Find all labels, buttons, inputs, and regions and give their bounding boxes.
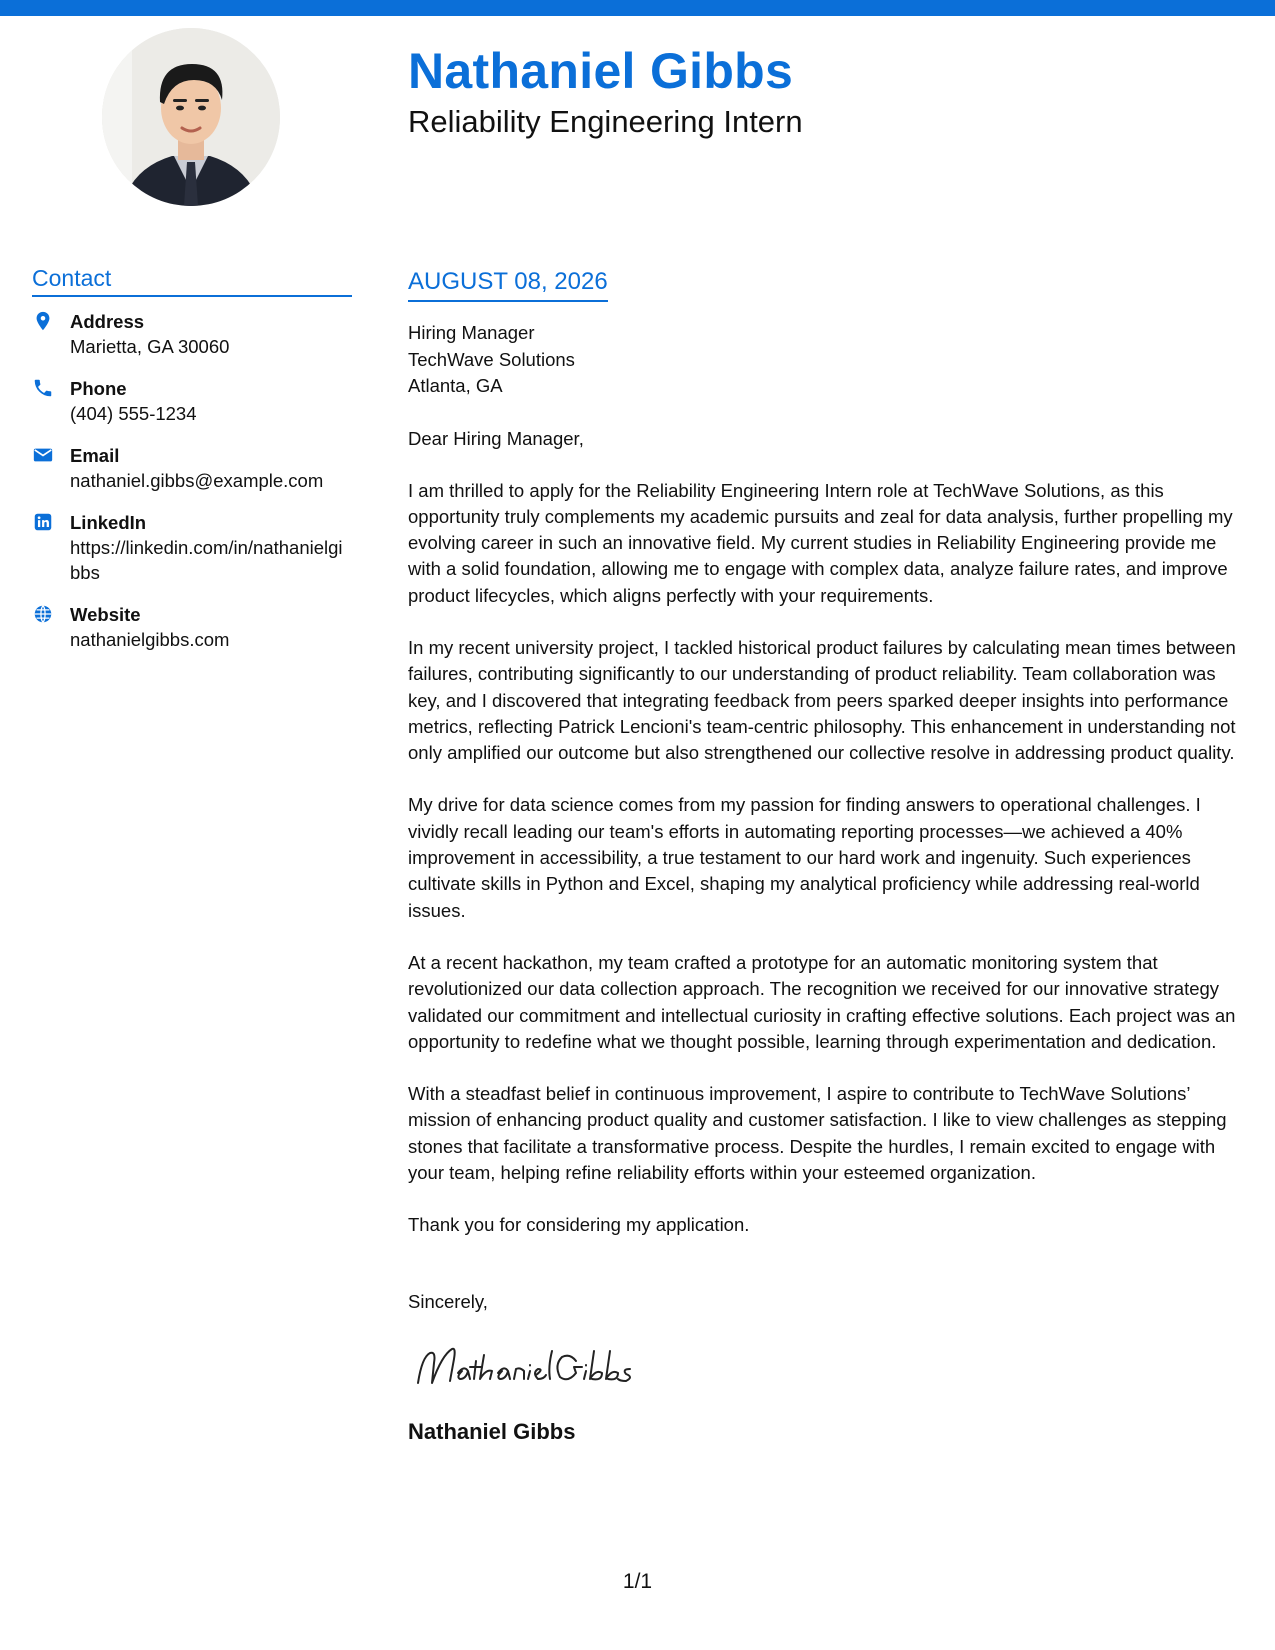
contact-item-linkedin — [32, 510, 352, 585]
contact-label: Phone — [70, 378, 127, 399]
phone-icon — [32, 377, 54, 399]
contact-item-phone — [32, 376, 352, 426]
handwritten-signature — [412, 1339, 672, 1395]
globe-icon — [32, 603, 54, 625]
linkedin-icon — [32, 511, 54, 533]
top-accent-bar — [0, 0, 1275, 16]
letter-body — [408, 268, 1253, 1445]
contact-value: Marietta, GA 30060 — [70, 336, 230, 357]
greeting: Dear Hiring Manager, — [408, 427, 584, 449]
contact-item-address — [32, 309, 352, 359]
contact-label: Website — [70, 604, 141, 625]
body-paragraph: My drive for data science comes from my passion for finding answers to operational challenges. I vividly recall leading our team's efforts in automating reporting processes—we achieved a 40% improvement in accessibility, a true testament to our hard work and ingenuity. Such experiences cultivate skills in Python and Excel, shaping my analytical proficiency while addressing real-world issues. — [408, 794, 1201, 921]
contact-value: (404) 555-1234 — [70, 403, 197, 424]
contact-label: LinkedIn — [70, 512, 147, 533]
contact-value[interactable]: https://linkedin.com/in/nathanielgibbs — [70, 537, 343, 583]
contact-value[interactable]: nathanielgibbs.com — [70, 629, 230, 650]
candidate-name: Nathaniel Gibbs — [408, 43, 794, 99]
contact-heading: Contact — [32, 265, 352, 297]
body-paragraph: At a recent hackathon, my team crafted a prototype for an automatic monitoring system that revolutionized our data collection approach. The recognition we received for our innovative strategy validated our commitment and intellectual curiosity in crafting effective solutions. Each project was an opportunity to redefine what we thought possible, learning through experimentation and dedication. — [408, 951, 1236, 1052]
contact-label: Address — [70, 311, 145, 332]
contact-item-email — [32, 443, 352, 493]
contact-value[interactable]: nathaniel.gibbs@example.com — [70, 470, 324, 491]
contact-sidebar — [32, 265, 352, 669]
body-paragraph: Thank you for considering my application. — [408, 1214, 750, 1236]
contact-list — [32, 309, 352, 652]
page-number: 1/1 — [622, 1570, 653, 1593]
job-title: Reliability Engineering Intern — [408, 104, 803, 139]
email-icon — [32, 444, 54, 466]
body-paragraph: In my recent university project, I tackled historical product failures by calculating mean times between failures, contributing significantly to our understanding of product reliability. Team collaboration was key, and I discovered that integrating feedback from peers sparked deeper insights into performance metrics, reflecting Patrick Lencioni's team-centric philosophy. This enhancement in understanding not only amplified our outcome but also strengthened our collective resolve in addressing product quality. — [408, 636, 1236, 764]
contact-item-website — [32, 602, 352, 652]
letter-date: AUGUST 08, 2026 — [408, 268, 608, 302]
recipient-block — [408, 320, 1253, 400]
profile-photo — [102, 28, 280, 206]
recipient-line: TechWave Solutions — [408, 348, 575, 370]
contact-label: Email — [70, 445, 120, 466]
signed-name: Nathaniel Gibbs — [408, 1418, 576, 1444]
recipient-line: Hiring Manager — [408, 322, 535, 343]
recipient-line: Atlanta, GA — [408, 375, 503, 396]
closing: Sincerely, — [408, 1290, 488, 1312]
body-paragraph: With a steadfast belief in continuous improvement, I aspire to contribute to TechWave Solutions’ mission of enhancing product quality and customer satisfaction. I like to view challenges as stepping stones that facilitate a transformative process. Despite the hurdles, I remain excited to engage with your team, helping refine reliability efforts within your esteemed organization. — [408, 1083, 1227, 1184]
location-pin-icon — [32, 310, 54, 332]
body-paragraph: I am thrilled to apply for the Reliability Engineering Intern role at TechWave Solutions, as this opportunity truly complements my academic pursuits and zeal for data analysis, further propelling my evolving career in such an innovative field. My current studies in Reliability Engineering provide me with a solid foundation, allowing me to engage with complex data, analyze failure rates, and improve product lifecycles, which aligns perfectly with your requirements. — [408, 479, 1233, 606]
